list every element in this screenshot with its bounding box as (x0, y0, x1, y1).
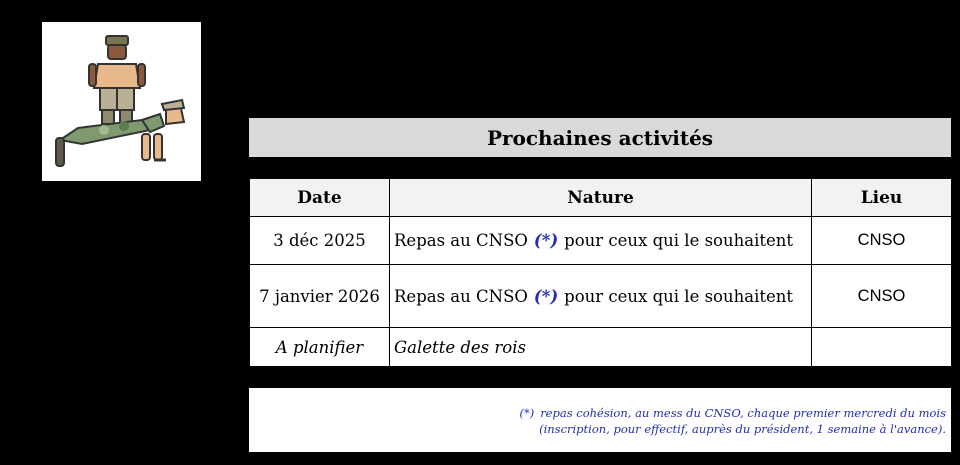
nature-text-suffix: pour ceux qui le souhaitent (564, 286, 794, 306)
date-cell: 3 déc 2025 (250, 217, 390, 265)
soldier-pushup-icon (42, 22, 201, 181)
lieu-cell: CNSO (812, 265, 952, 328)
lieu-cell (812, 328, 952, 367)
footnote-marker: (*) (533, 286, 559, 306)
date-cell: A planifier (250, 328, 390, 367)
nature-cell (390, 217, 812, 265)
activities-table (249, 178, 952, 367)
page-title: Prochaines activités (249, 118, 951, 157)
table-row (250, 328, 952, 367)
footnote-marker: (*) (533, 231, 559, 250)
column-header-lieu: Lieu (812, 179, 952, 217)
footnote-text-1: repas cohésion, au mess du CNSO, chaque premier mercredi du mois (540, 406, 946, 420)
nature-text-suffix: pour ceux qui le souhaitent (564, 231, 794, 250)
lieu-cell: CNSO (812, 217, 952, 265)
nature-text: Repas au CNSO (394, 231, 528, 250)
logo (42, 22, 201, 181)
table-row (250, 217, 952, 265)
nature-cell (390, 265, 812, 328)
footnote-mark: (*) (519, 406, 535, 420)
nature-cell: Galette des rois (390, 328, 812, 367)
footnote-line-1 (519, 405, 946, 421)
table-row (250, 265, 952, 328)
footnote (519, 405, 946, 437)
date-cell: 7 janvier 2026 (250, 265, 390, 328)
nature-text: Repas au CNSO (394, 286, 528, 306)
table-header-row (250, 179, 952, 217)
footnote-box (249, 388, 951, 452)
column-header-nature: Nature (390, 179, 812, 217)
footnote-text-2: (inscription, pour effectif, auprès du président, 1 semaine à l'avance). (539, 422, 946, 436)
column-header-date: Date (250, 179, 390, 217)
